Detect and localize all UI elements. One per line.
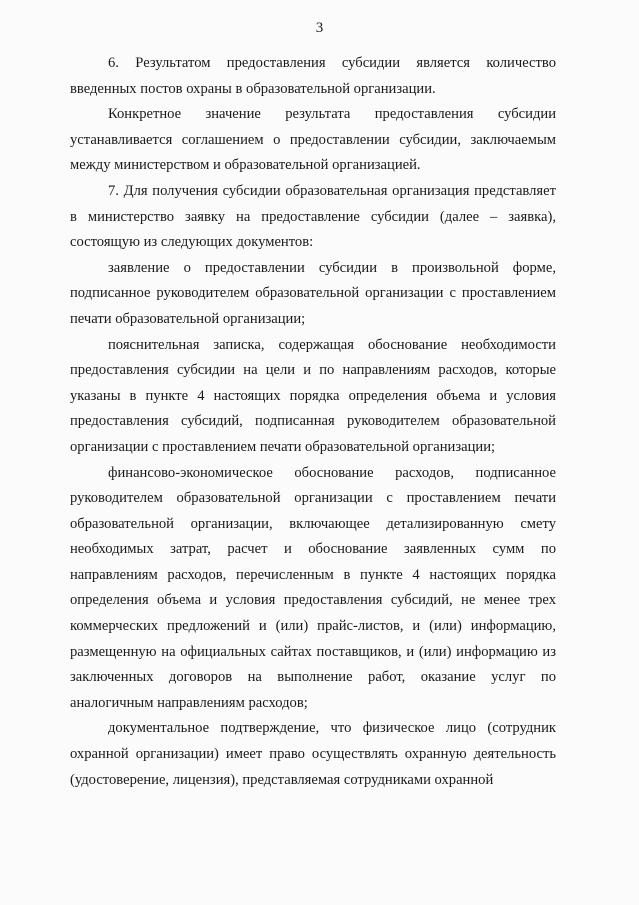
paragraph-application: 7. Для получения субсидии образовательная организация представляет в министерство заявку на предоставление субсидии (далее – заявка), состоящую из следующих документов: [70, 182, 556, 251]
paragraph-financial-justification: финансово-экономическое обоснование расходов, подписанное руководителем образовательной организации с проставлением печати образовательной организации, включающее детализированную смету необходимых затрат, расчет и обоснование заявленных сумм по направлениям расходов, перечисленным в пункте 4 настоящих порядка определения объема и условия предоставления субсидий, не менее трех коммерческих предложений и (или) прайс-листов, и (или) информацию, размещенную на официальных сайтах поставщиков, и (или) информацию из заключенных договоров на выполнение работ, оказание услуг по аналогичным направлениям расходов; [70, 464, 556, 711]
page-number: 3 [315, 20, 324, 36]
paragraph-documentary-confirmation: документальное подтверждение, что физическое лицо (сотрудник охранной организации) имеет право осуществлять охранную деятельность (удостоверение, лицензия), представляемая сотрудниками охранной [70, 720, 556, 788]
paragraph-statement: заявление о предоставлении субсидии в произвольной форме, подписанное руководителем образовательной организации с проставлением печати образовательной организации; [70, 259, 556, 327]
document-body [70, 51, 556, 793]
paragraph-result: 6. Результатом предоставления субсидии является количество введенных постов охраны в образовательной организации. [70, 55, 556, 97]
paragraph-result-value: Конкретное значение результата предоставления субсидии устанавливается соглашением о предоставлении субсидии, заключаемым между министерством и образовательной организацией. [70, 106, 556, 174]
paragraph-explanatory-note: пояснительная записка, содержащая обоснование необходимости предоставления субсидии на цели и по направлениям расходов, которые указаны в пункте 4 настоящих порядка определения объема и условия предоставления субсидий, подписанная руководителем образовательной организации с проставлением печати образовательной организации; [70, 336, 556, 455]
